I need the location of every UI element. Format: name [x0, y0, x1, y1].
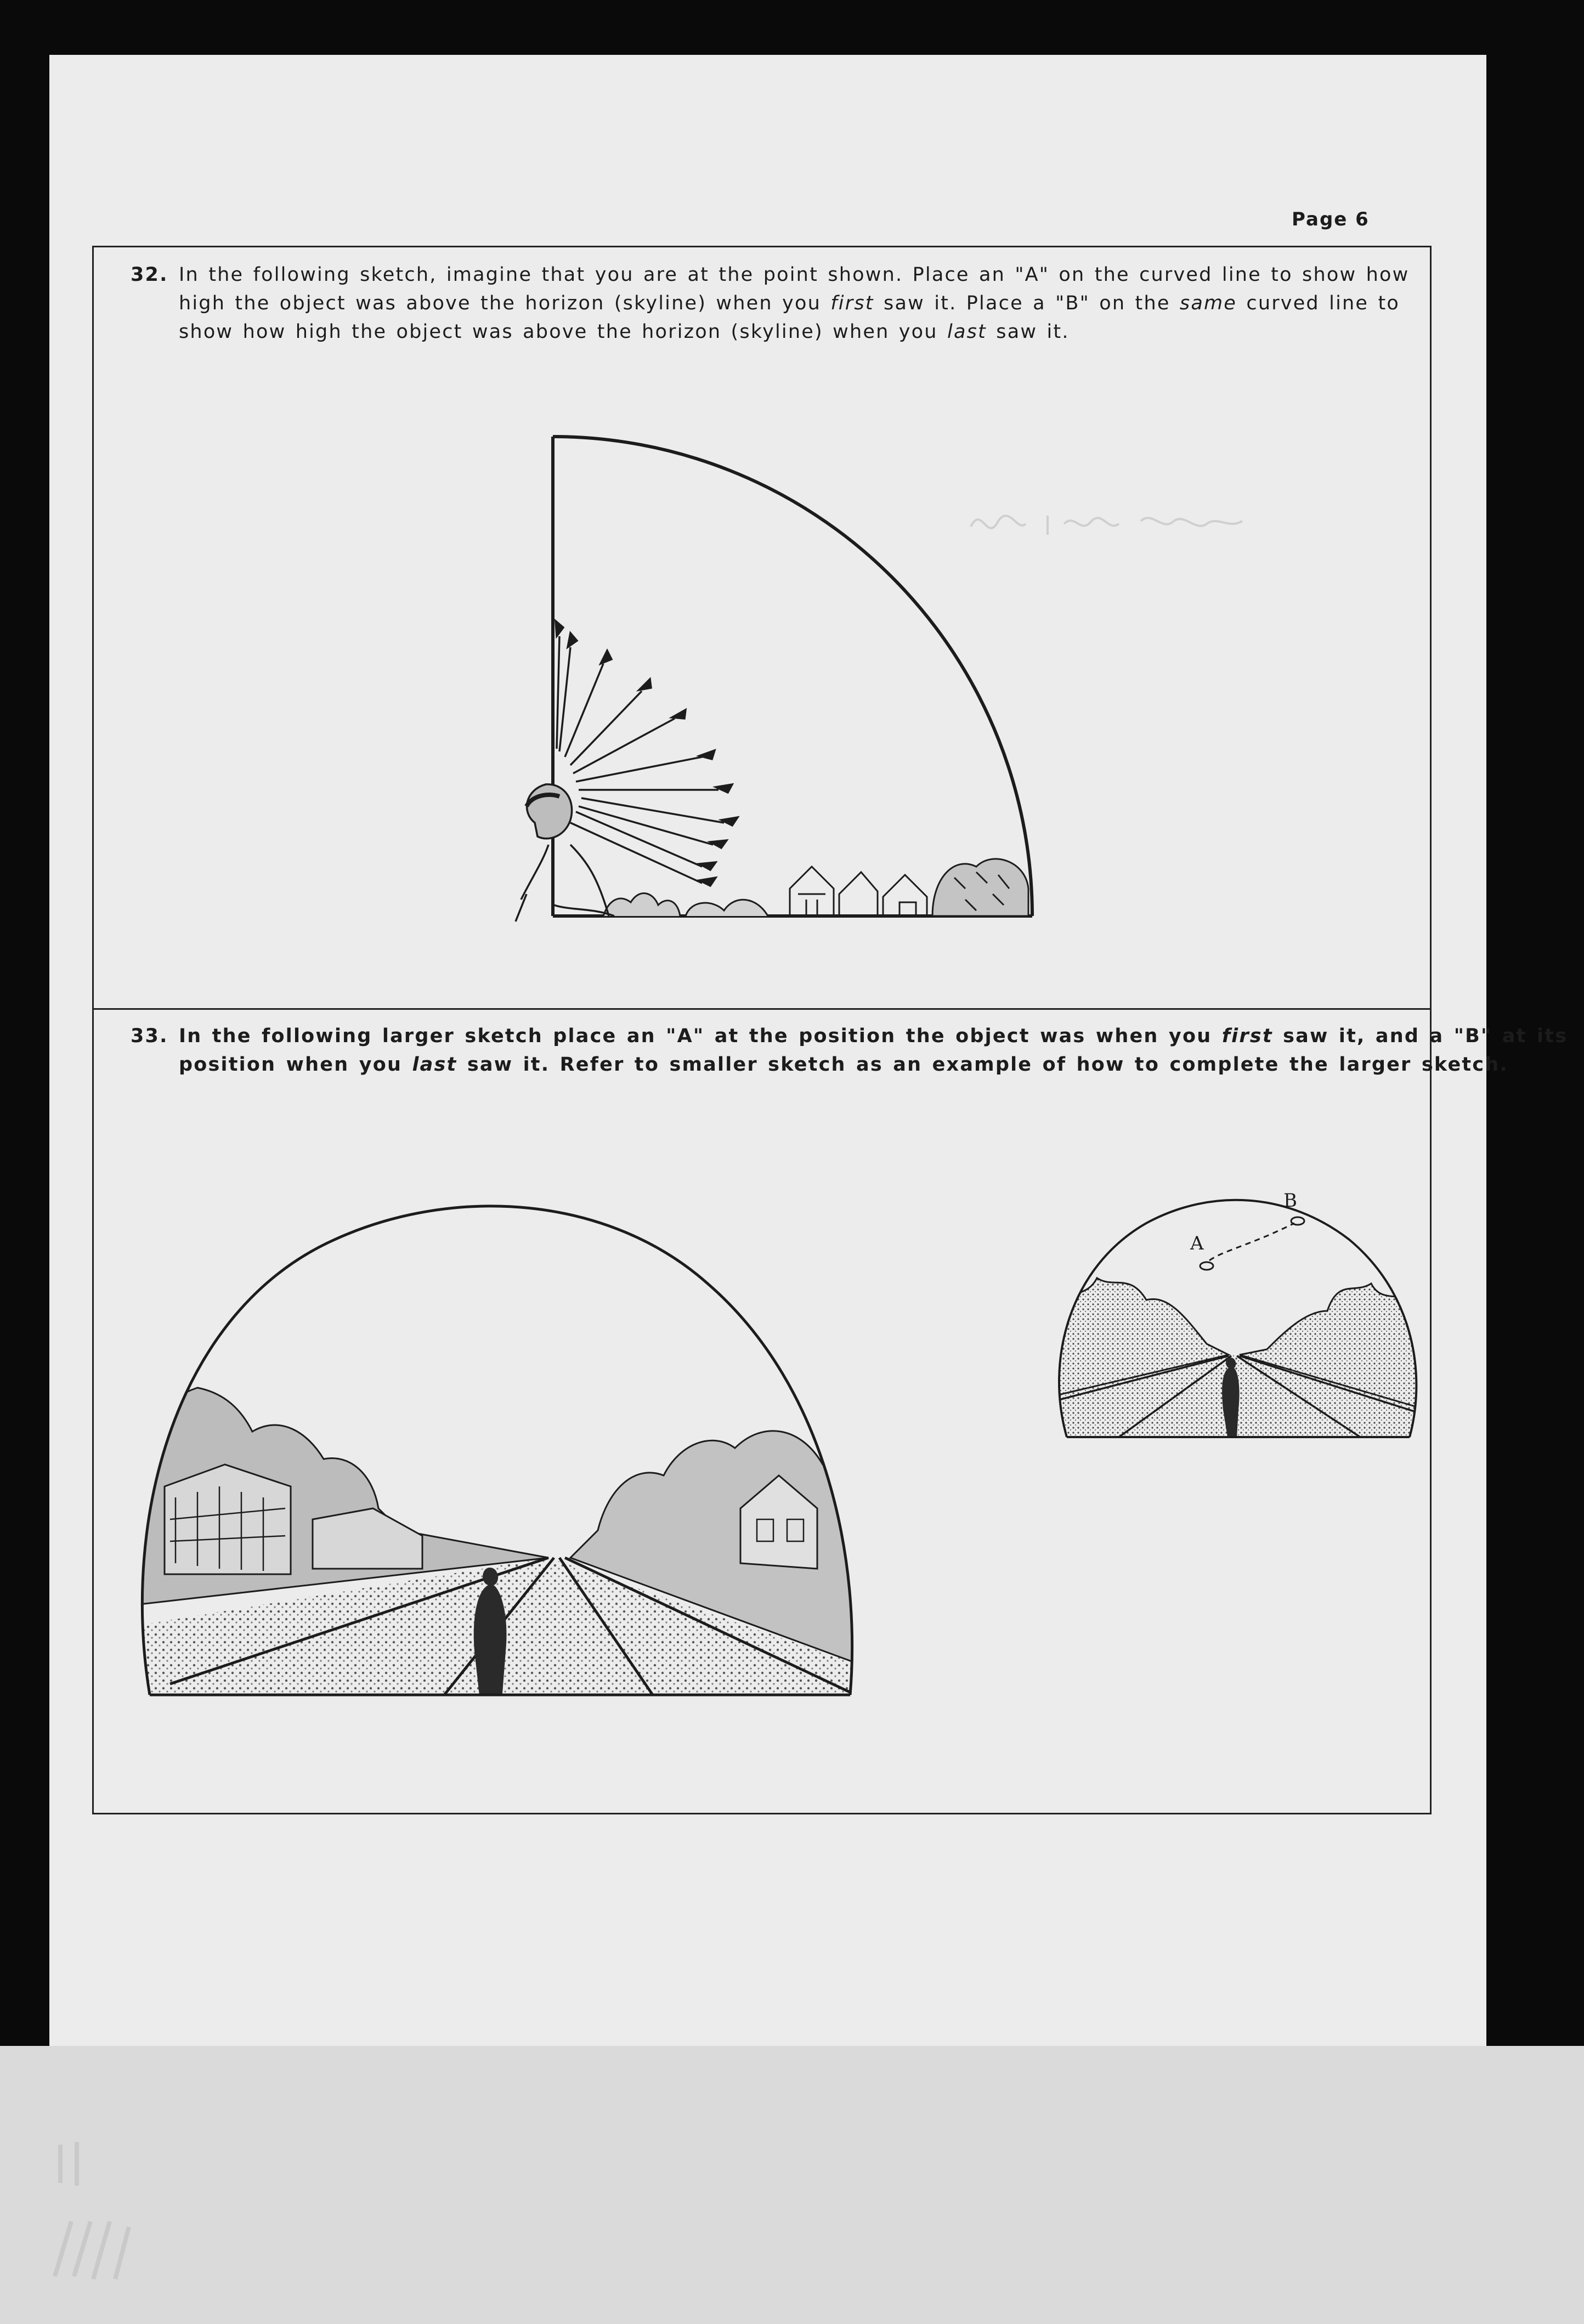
example-label-b: B — [1283, 1190, 1297, 1212]
question-line — [179, 1050, 1568, 1079]
pointing-person — [516, 621, 738, 921]
emphasis-text: same — [1179, 292, 1237, 314]
question-line: In the following sketch, imagine that you are at the point shown. Place an "A" on the curved line to show how — [179, 264, 1410, 286]
text-run: saw it. Refer to smaller sketch as an example of how to complete the larger sketch. — [457, 1054, 1508, 1076]
emphasis-text: last — [947, 321, 987, 343]
example-object-a — [1200, 1262, 1213, 1270]
question-line — [179, 318, 1409, 346]
film-margin — [0, 2046, 1584, 2324]
question-line — [179, 289, 1409, 318]
text-run: In the following larger sketch place an "A" at the position the object was when you — [179, 1025, 1222, 1047]
question-number: 32. — [131, 264, 168, 286]
example-label-a: A — [1190, 1232, 1204, 1254]
film-edge-marks — [38, 2123, 181, 2287]
page-number: Page 6 — [1292, 208, 1370, 230]
emphasis-text: first — [1221, 1025, 1273, 1047]
text-run: saw it. — [986, 321, 1070, 343]
question-line — [179, 1022, 1568, 1050]
question-text — [179, 261, 1409, 346]
sky-arc-sketch — [483, 428, 1053, 954]
text-run: saw it, and a "B" at its — [1272, 1025, 1568, 1047]
example-small-sketch — [1042, 1179, 1426, 1443]
text-run: saw it. Place a "B" on the — [874, 292, 1180, 314]
emphasis-text: first — [830, 292, 874, 314]
curved-answer-line — [553, 437, 1032, 916]
text-run: high the object was above the horizon (skyline) when you — [179, 292, 831, 314]
question-text — [179, 1022, 1568, 1079]
question-divider — [92, 1008, 1432, 1010]
question-number: 33. — [131, 1025, 168, 1047]
example-object-b — [1291, 1217, 1304, 1225]
text-run: show how high the object was above the horizon (skyline) when you — [179, 321, 948, 343]
emphasis-text: last — [412, 1054, 457, 1076]
text-run: position when you — [179, 1054, 412, 1076]
text-run: curved line to — [1237, 292, 1400, 314]
example-path-dashed — [1209, 1223, 1294, 1260]
street-scene-large-sketch — [115, 1179, 883, 1728]
